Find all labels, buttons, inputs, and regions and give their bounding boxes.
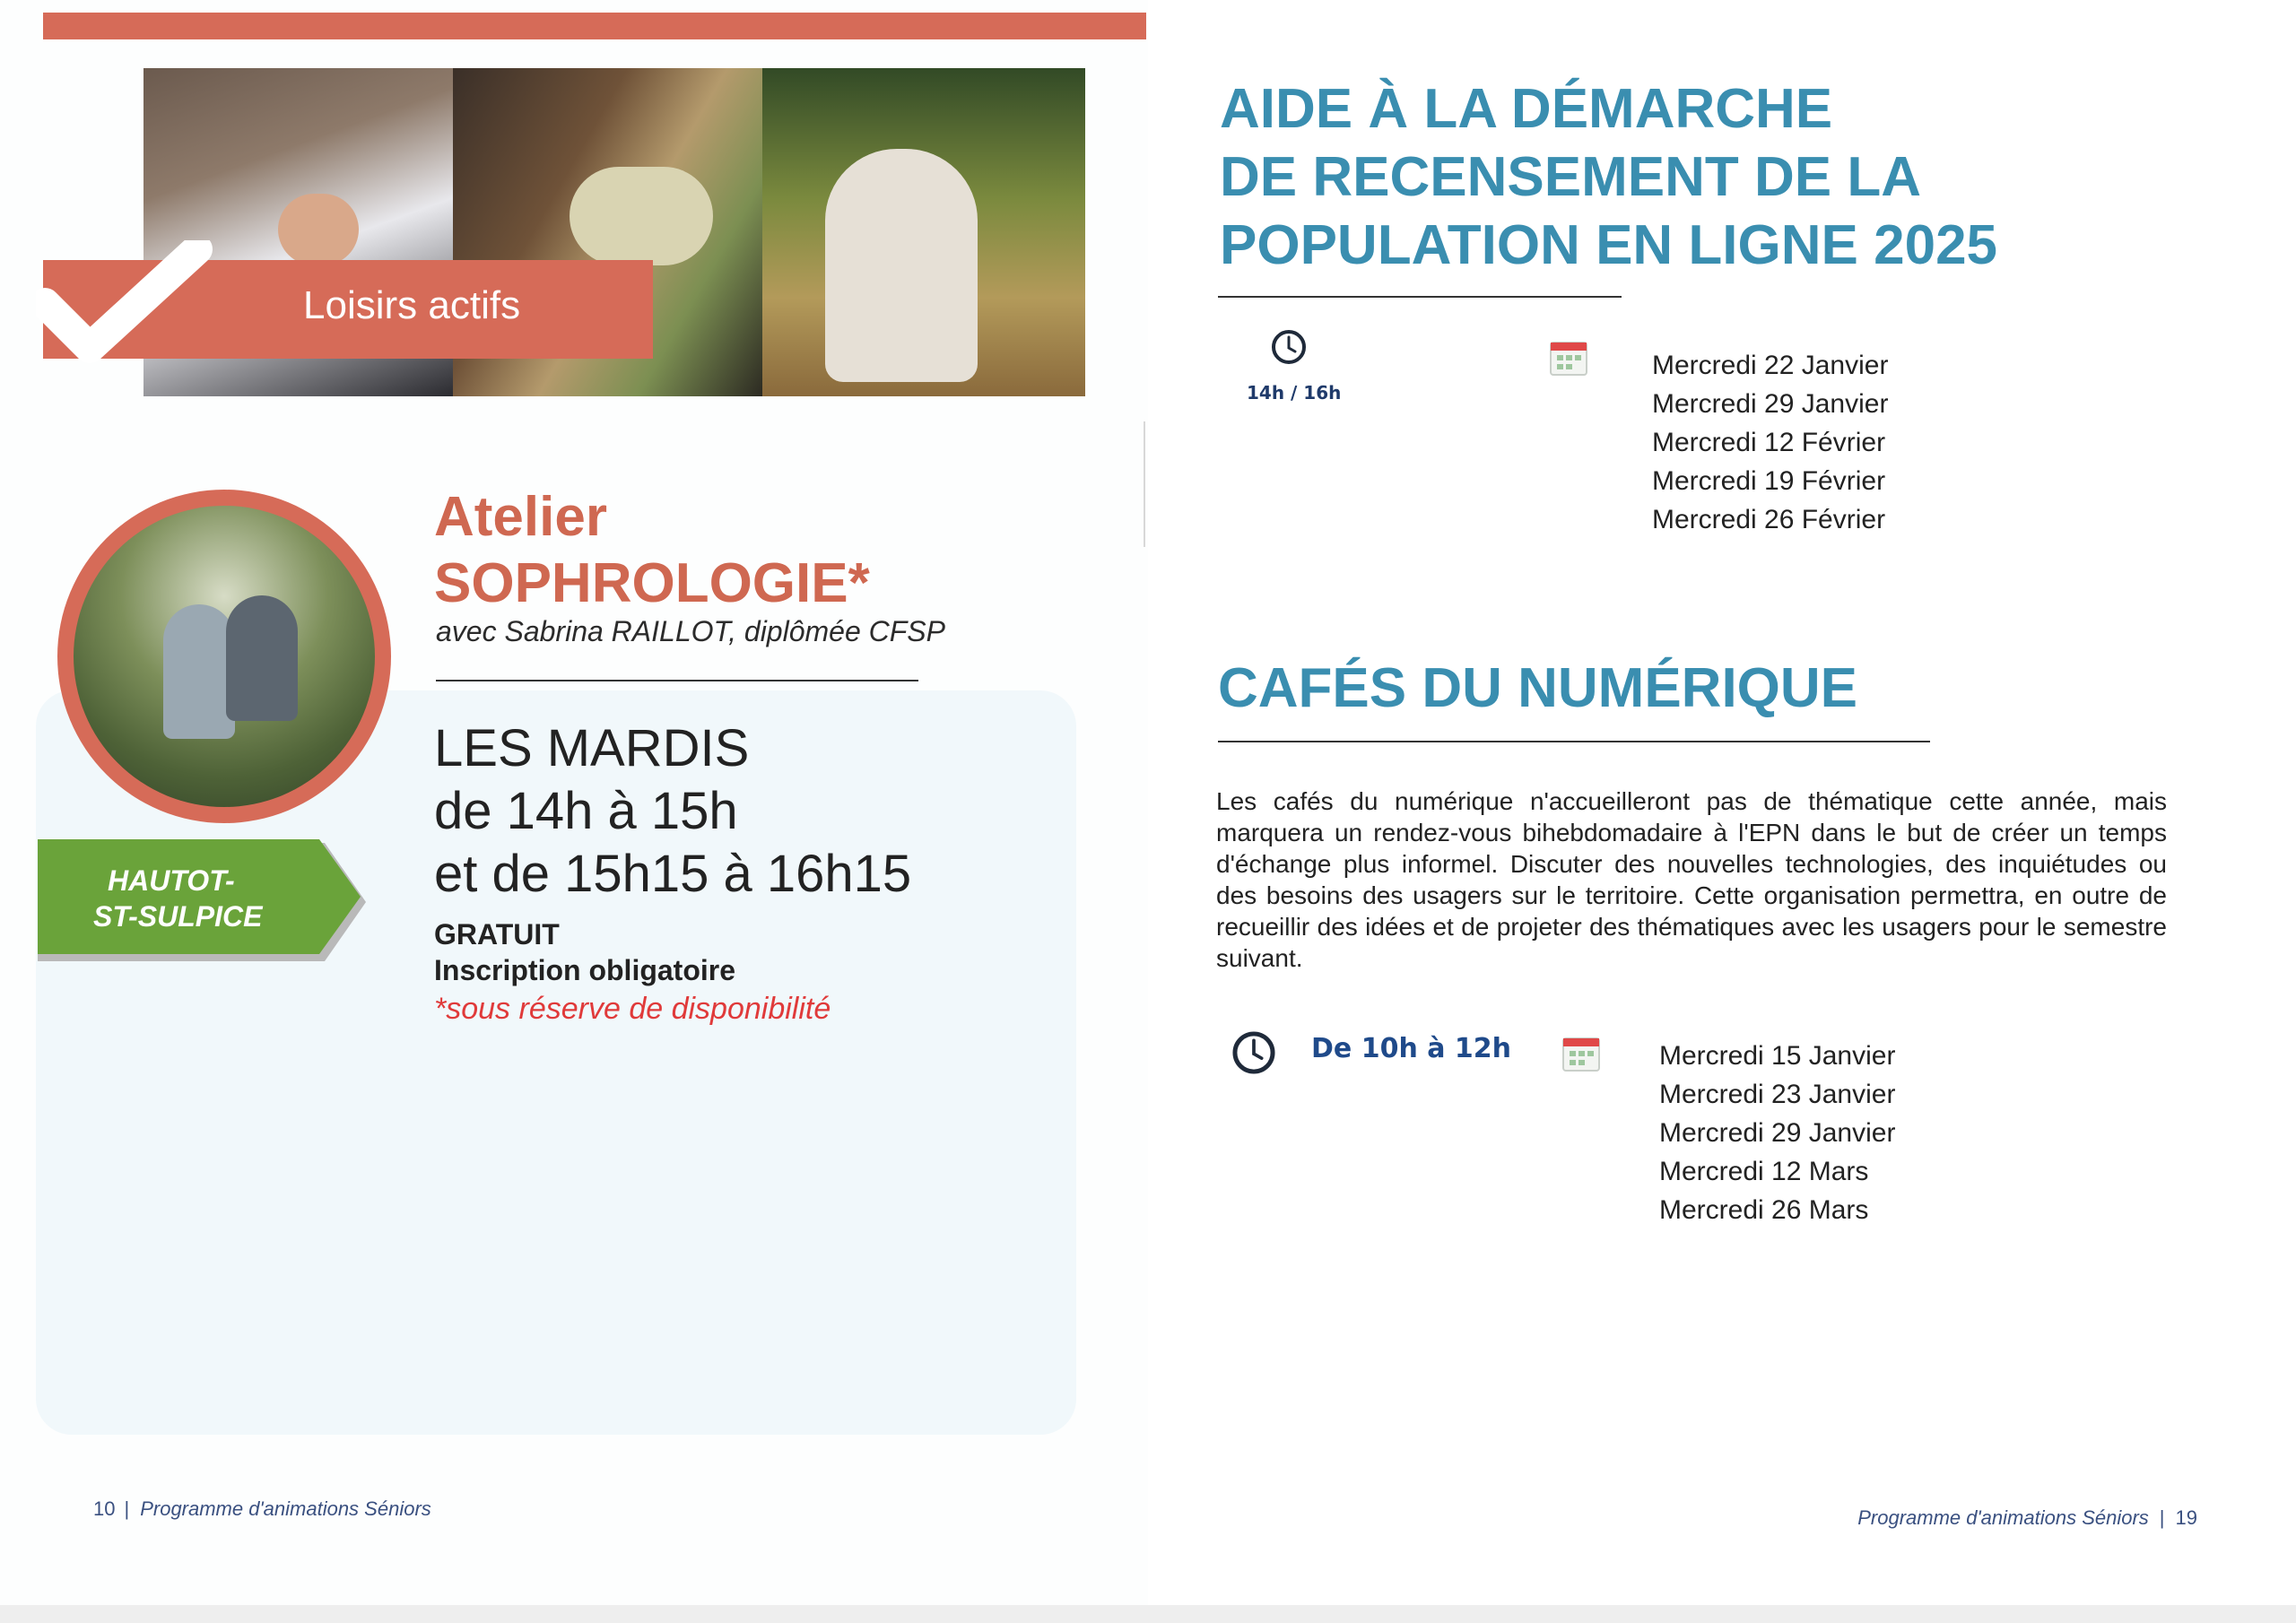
footer-title: Programme d'animations Séniors <box>140 1497 431 1520</box>
cafes-description: Les cafés du numérique n'accueilleront pas de thématique cette année, mais marquera un rendez-vous bihebdomadaire à l'EPN dans le but de créer un temps d'échange plus informel. Discuter des nouvelles technologies, des inquiétudes ou des besoins des usagers sur le territoire. Cette organisation permettra, en outre de recueillir des idées et de projeter des thématiques avec les usagers pour le semestre suivant. <box>1216 787 2167 972</box>
atelier-title-line-1: Atelier <box>434 486 607 548</box>
meditation-photo <box>762 68 1085 396</box>
clock-icon <box>1231 1029 1277 1076</box>
aide-heading-line-2: DE RECENSEMENT DE LA <box>1220 146 1921 208</box>
cafes-date: Mercredi 15 Janvier <box>1659 1041 1896 1071</box>
location-tag-text <box>93 863 350 934</box>
cafes-date: Mercredi 29 Janvier <box>1659 1118 1896 1148</box>
cafes-dates <box>1659 1037 1895 1229</box>
page-number: 10 <box>93 1497 116 1520</box>
right-footer <box>1857 1506 2197 1530</box>
schedule-line-1: LES MARDIS <box>434 719 750 777</box>
registration-label: Inscription obligatoire <box>434 954 736 986</box>
aide-dates <box>1652 346 1888 539</box>
price-label: GRATUIT <box>434 918 560 950</box>
top-accent-bar <box>43 13 1146 39</box>
footer-separator: | <box>2159 1506 2165 1529</box>
couple-meditating-photo <box>74 506 375 807</box>
atelier-subtitle: avec Sabrina RAILLOT, diplômée CFSP <box>436 615 945 647</box>
atelier-schedule <box>434 717 911 906</box>
cafes-date: Mercredi 12 Mars <box>1659 1157 1869 1186</box>
banner-label: Loisirs actifs <box>303 283 521 327</box>
left-footer <box>93 1497 431 1521</box>
cafes-divider <box>1218 741 1930 742</box>
cafes-date: Mercredi 26 Mars <box>1659 1195 1869 1225</box>
atelier-divider <box>436 680 918 681</box>
aide-divider <box>1218 296 1622 298</box>
calendar-icon <box>1548 337 1589 378</box>
location-line-1: HAUTOT- <box>108 864 235 897</box>
sophrology-circle-photo <box>57 490 391 823</box>
check-icon <box>36 240 215 366</box>
aide-date: Mercredi 12 Février <box>1652 428 1886 457</box>
aide-heading-line-1: AIDE À LA DÉMARCHE <box>1220 78 1833 140</box>
cafes-time: De 10h à 12h <box>1311 1033 1512 1064</box>
schedule-line-2: de 14h à 15h <box>434 782 738 840</box>
schedule-line-3: et de 15h15 à 16h15 <box>434 845 912 903</box>
page-spine <box>1144 421 1145 547</box>
cafes-heading: CAFÉS DU NUMÉRIQUE <box>1218 657 1858 719</box>
aide-date: Mercredi 19 Février <box>1652 466 1886 496</box>
aide-date: Mercredi 26 Février <box>1652 505 1886 534</box>
aide-date: Mercredi 29 Janvier <box>1652 389 1889 419</box>
aide-heading-line-3: POPULATION EN LIGNE 2025 <box>1220 214 1998 276</box>
aide-date: Mercredi 22 Janvier <box>1652 351 1889 380</box>
atelier-title <box>434 484 870 617</box>
aide-time: 14h / 16h <box>1247 382 1342 404</box>
footer-title: Programme d'animations Séniors <box>1857 1506 2149 1529</box>
calendar-icon <box>1561 1033 1602 1074</box>
scan-bottom-edge <box>0 1605 2296 1623</box>
cafes-date: Mercredi 23 Janvier <box>1659 1080 1896 1109</box>
availability-note: *sous réserve de disponibilité <box>434 992 831 1026</box>
page-number: 19 <box>2175 1506 2197 1529</box>
atelier-title-line-2: SOPHROLOGIE* <box>434 552 870 614</box>
location-line-2: ST-SULPICE <box>93 900 263 933</box>
clock-icon <box>1270 328 1308 366</box>
footer-separator: | <box>124 1497 130 1520</box>
aide-heading <box>1220 75 1997 280</box>
